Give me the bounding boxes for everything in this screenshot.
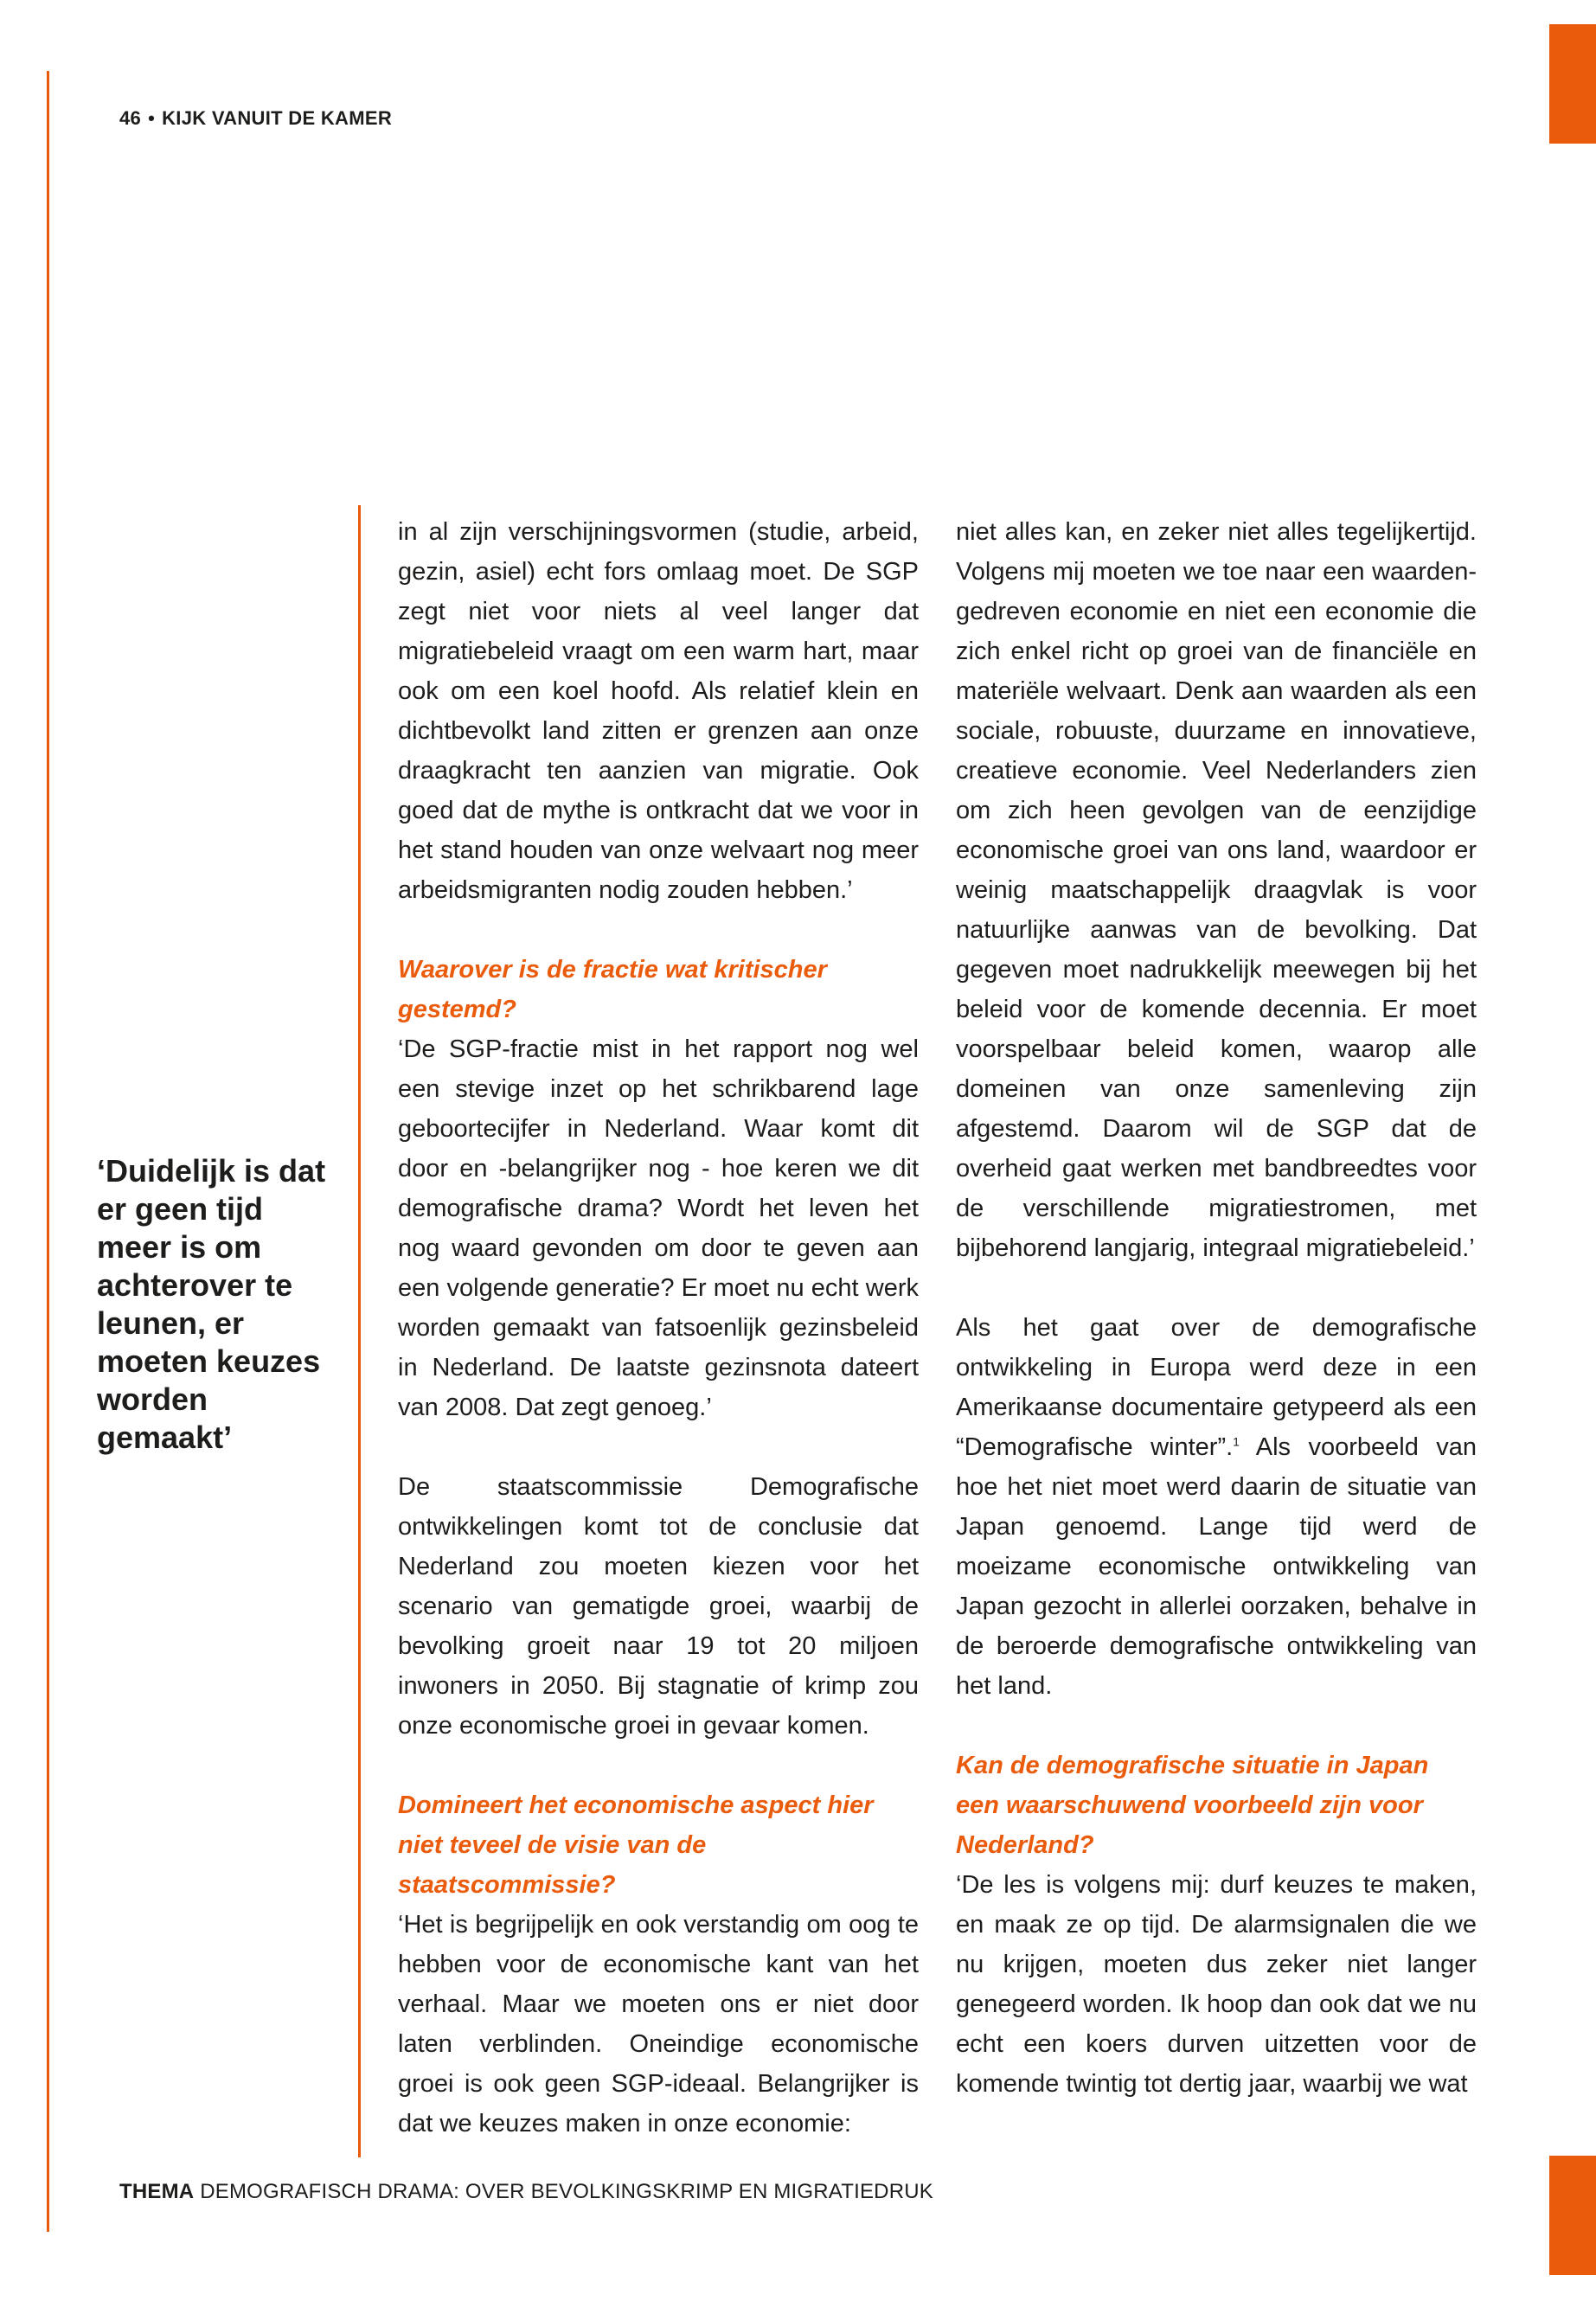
pull-quote: ‘Duidelijk is dat er geen tijd meer is om achterover te leunen, er moeten keuzes worden gemaakt’ (97, 1153, 326, 1455)
text-column-right (956, 512, 1477, 2104)
interview-question: Domineert het economische aspect hier niet teveel de visie van de staatscommissie? (398, 1791, 874, 1899)
page-edge-tab-bottom (1549, 2156, 1596, 2275)
paragraph: ‘Het is begrijpelijk en ook verstandig om oog te hebben voor de economische kant van het verhaal. Maar we moeten ons er niet door laten verblinden. Oneindige economische groei is ook geen SGP-ideaal. Belangrijker is dat we keuzes maken in onze economie: (398, 1911, 919, 2138)
page-edge-tab-top (1549, 24, 1596, 144)
pull-quote-rule (358, 505, 361, 2157)
section-title: KIJK VANUIT DE KAMER (162, 107, 393, 129)
footnote-marker: 1 (1233, 1434, 1240, 1449)
paragraph: ‘De les is volgens mij: durf keuzes te maken, en maak ze op tijd. De alarmsignalen die we nu krijgen, moeten dus zeker niet langer genegeerd worden. Ik hoop dan ook dat we nu echt een koers durven uitzetten voor de komende twintig tot dertig jaar, waarbij we wat (956, 1871, 1477, 2098)
text-column-left (398, 512, 919, 2144)
footer-label: THEMA (119, 2180, 195, 2203)
paragraph: in al zijn verschijningsvormen (studie, arbeid, gezin, asiel) echt fors omlaag moet. De SGP zegt niet voor niets al veel langer dat migratiebeleid vraagt om een warm hart, maar ook om een koel hoofd. Als relatief klein en dichtbevolkt land zitten er grenzen aan onze draagkracht ten aanzien van migratie. Ook goed dat de mythe is ontkracht dat we voor in het stand houden van onze welvaart nog meer arbeidsmigranten nodig zouden hebben.’ (398, 518, 919, 904)
header-separator: • (148, 107, 156, 129)
paragraph: De staatscommissie Demografische ontwikkelingen komt tot de conclusie dat Nederland zou moeten kiezen voor het scenario van gematigde groei, waarbij de bevolking groeit naar 19 tot 20 miljoen inwoners in 2050. Bij stagnatie of krimp zou onze economische groei in gevaar komen. (398, 1473, 919, 1740)
paragraph: ‘De SGP-fractie mist in het rapport nog wel een stevige inzet op het schrikbarend lage geboortecijfer in Nederland. Waar komt dit door en -belangrijker nog - hoe keren we dit demografische drama? Wordt het leven het nog waard gevonden om door te geven aan een volgende generatie? Er moet nu echt werk worden gemaakt van fatsoenlijk gezinsbeleid in Nederland. De laatste gezinsnota dateert van 2008. Dat zegt genoeg.’ (398, 1035, 919, 1421)
paragraph-text: Als voorbeeld van hoe het niet moet werd daarin de situatie van Japan genoemd. Lange tijd werd de moeizame economische ontwikkeling van Japan gezocht in allerlei oorzaken, behalve in de beroerde demografische ontwikkeling van het land. (956, 1433, 1477, 1700)
page-number: 46 (119, 107, 142, 129)
running-footer (119, 2180, 933, 2204)
footer-title: DEMOGRAFISCH DRAMA: OVER BEVOLKINGSKRIMP EN MIGRATIEDRUK (200, 2180, 933, 2203)
paragraph-text: Als het gaat over de demografische ontwikkeling in Europa werd deze in een Amerikaanse documentaire getypeerd als een “Demografische winter”. (956, 1314, 1477, 1461)
paragraph: niet alles kan, en zeker niet alles tegelijkertijd. Volgens mij moeten we toe naar een waarden-gedreven economie en niet een economie die zich enkel richt op groei van de financiële en materiële welvaart. Denk aan waarden als een sociale, robuuste, duurzame en innovatieve, creatieve economie. Veel Nederlanders zien om zich heen gevolgen van de eenzijdige economische groei van ons land, waardoor er weinig maatschappelijk draagvlak is voor natuurlijke aanwas van de bevolking. Dat gegeven moet nadrukkelijk meewegen bij het beleid voor de komende decennia. Er moet voorspelbaar beleid komen, waarop alle domeinen van onze samenleving zijn afgestemd. Daarom wil de SGP dat de overheid gaat werken met bandbreedtes voor de verschillende migratiestromen, met bijbehorend langjarig, integraal migratiebeleid.’ (956, 518, 1477, 1262)
left-margin-rule (47, 71, 49, 2232)
interview-question: Waarover is de fractie wat kritischer gestemd? (398, 956, 827, 1023)
paragraph (956, 1308, 1477, 1706)
interview-question: Kan de demografische situatie in Japan een waarschuwend voorbeeld zijn voor Nederland? (956, 1752, 1429, 1859)
running-header (119, 107, 392, 130)
